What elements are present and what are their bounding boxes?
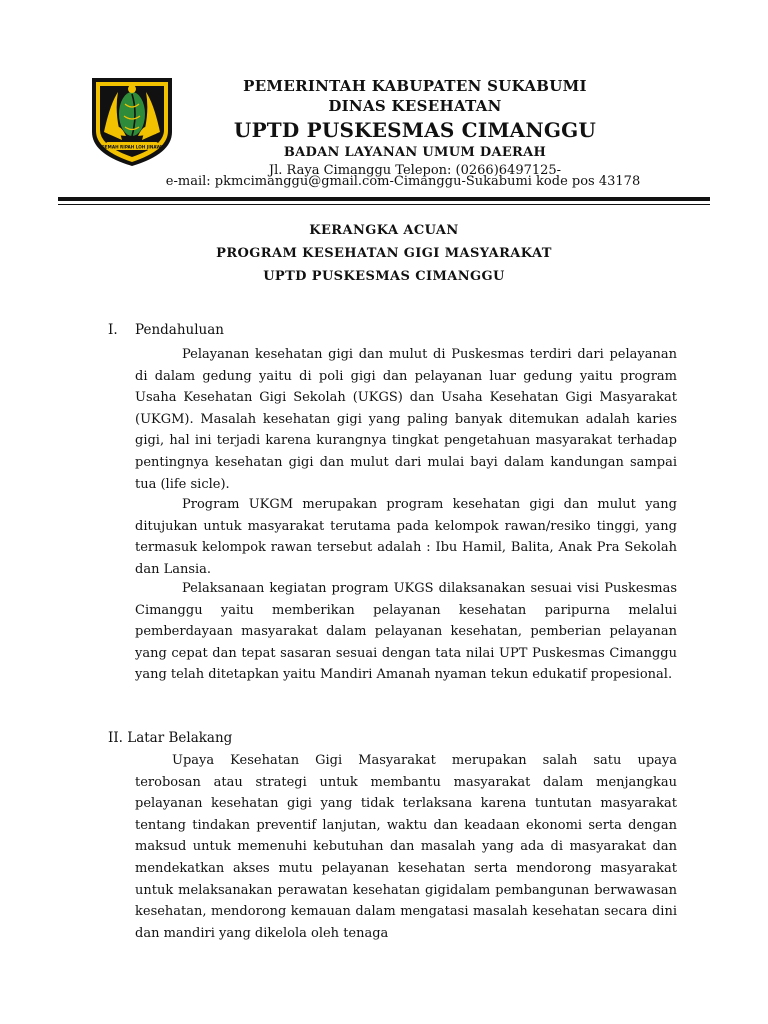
institution-name: UPTD PUSKESMAS CIMANGGU <box>233 118 597 142</box>
section-1-paragraph-1: Pelayanan kesehatan gigi dan mulut di Puskesmas terdiri dari pelayanan di dalam gedung yaitu di poli gigi dan pelayanan luar gedung yaitu program Usaha Kesehatan Gigi Sekolah (UKGS) dan Usaha Kesehatan Gigi Masyarakat (UKGM). Masalah kesehatan gigi yang paling banyak ditemukan adalah karies gigi, hal ini terjadi karena kurangnya tingkat pengetahuan masyarakat terhadap pentingnya kesehatan gigi dan mulut dari mulai bayi dalam kandungan sampai tua (life sicle). <box>135 347 677 492</box>
section-2-paragraph-1-first-line: Upaya Kesehatan Gigi Masyarakat merupakan salah satu upaya <box>172 753 677 768</box>
letterhead-rule-thin <box>58 204 710 205</box>
title-line-3: UPTD PUSKESMAS CIMANGGU <box>263 269 505 284</box>
document-title <box>108 219 660 288</box>
section-1-number: I. <box>108 322 118 338</box>
section-2-paragraph-1-body: terobosan atau strategi untuk membantu masyarakat dalam menjangkau pelayanan kesehatan gigi yang tidak terlaksana karena tuntutan masyarakat tentang tindakan preventif lanjutan, waktu dan keadaan ekonomi serta dengan maksud untuk memenuhi kebutuhan dan masalah yang ada di masyarakat dan mendekatkan akses mutu pelayanan kesehatan serta mendorong masyarakat untuk melaksanakan perawatan kesehatan gigidalam pembangunan berwawasan kesehatan, mendorong kemauan dalam mengatasi masalah kesehatan secara dini dan mandiri yang dikelola oleh tenaga <box>135 774 677 941</box>
section-2-heading: II. Latar Belakang <box>108 730 233 746</box>
address-line: Jl. Raya Cimanggu Telepon: (0266)6497125- <box>268 163 562 178</box>
section-1-paragraph-3: Pelaksanaan kegiatan program UKGS dilaksanakan sesuai visi Puskesmas Cimanggu yaitu memberikan pelayanan kesehatan paripurna melalui pemberdayaan masyarakat dalam pelayanan kesehatan, pemberian pelayanan yang cepat dan tepat sasaran sesuai dengan tata nilai UPT Puskesmas Cimanggu yang telah ditetapkan yaitu Mandiri Amanah nyaman tekun edukatif propesional. <box>135 581 677 683</box>
logo-motto: GEMAH RIPAH LOH JINAWI <box>101 144 163 150</box>
section-1-title: Pendahuluan <box>135 322 224 338</box>
government-name: PEMERINTAH KABUPATEN SUKABUMI <box>243 77 587 95</box>
section-1-paragraph-2: Program UKGM merupakan program kesehatan gigi dan mulut yang ditujukan untuk masyarakat terutama pada kelompok rawan/resiko tinggi, yang termasuk kelompok rawan tersebut adalah : Ibu Hamil, Balita, Anak Pra Sekolah dan Lansia. <box>135 497 677 577</box>
email-line: e-mail: pkmcimanggu@gmail.com-Cimanggu-Sukabumi kode pos 43178 <box>165 174 641 189</box>
title-line-2: PROGRAM KESEHATAN GIGI MASYARAKAT <box>216 246 552 261</box>
institution-status: BADAN LAYANAN UMUM DAERAH <box>283 145 547 160</box>
agency-name: DINAS KESEHATAN <box>328 97 502 115</box>
letterhead <box>0 0 768 200</box>
letterhead-text <box>150 76 680 180</box>
letterhead-rule-thick <box>58 197 710 201</box>
title-line-1: KERANGKA ACUAN <box>309 223 459 238</box>
